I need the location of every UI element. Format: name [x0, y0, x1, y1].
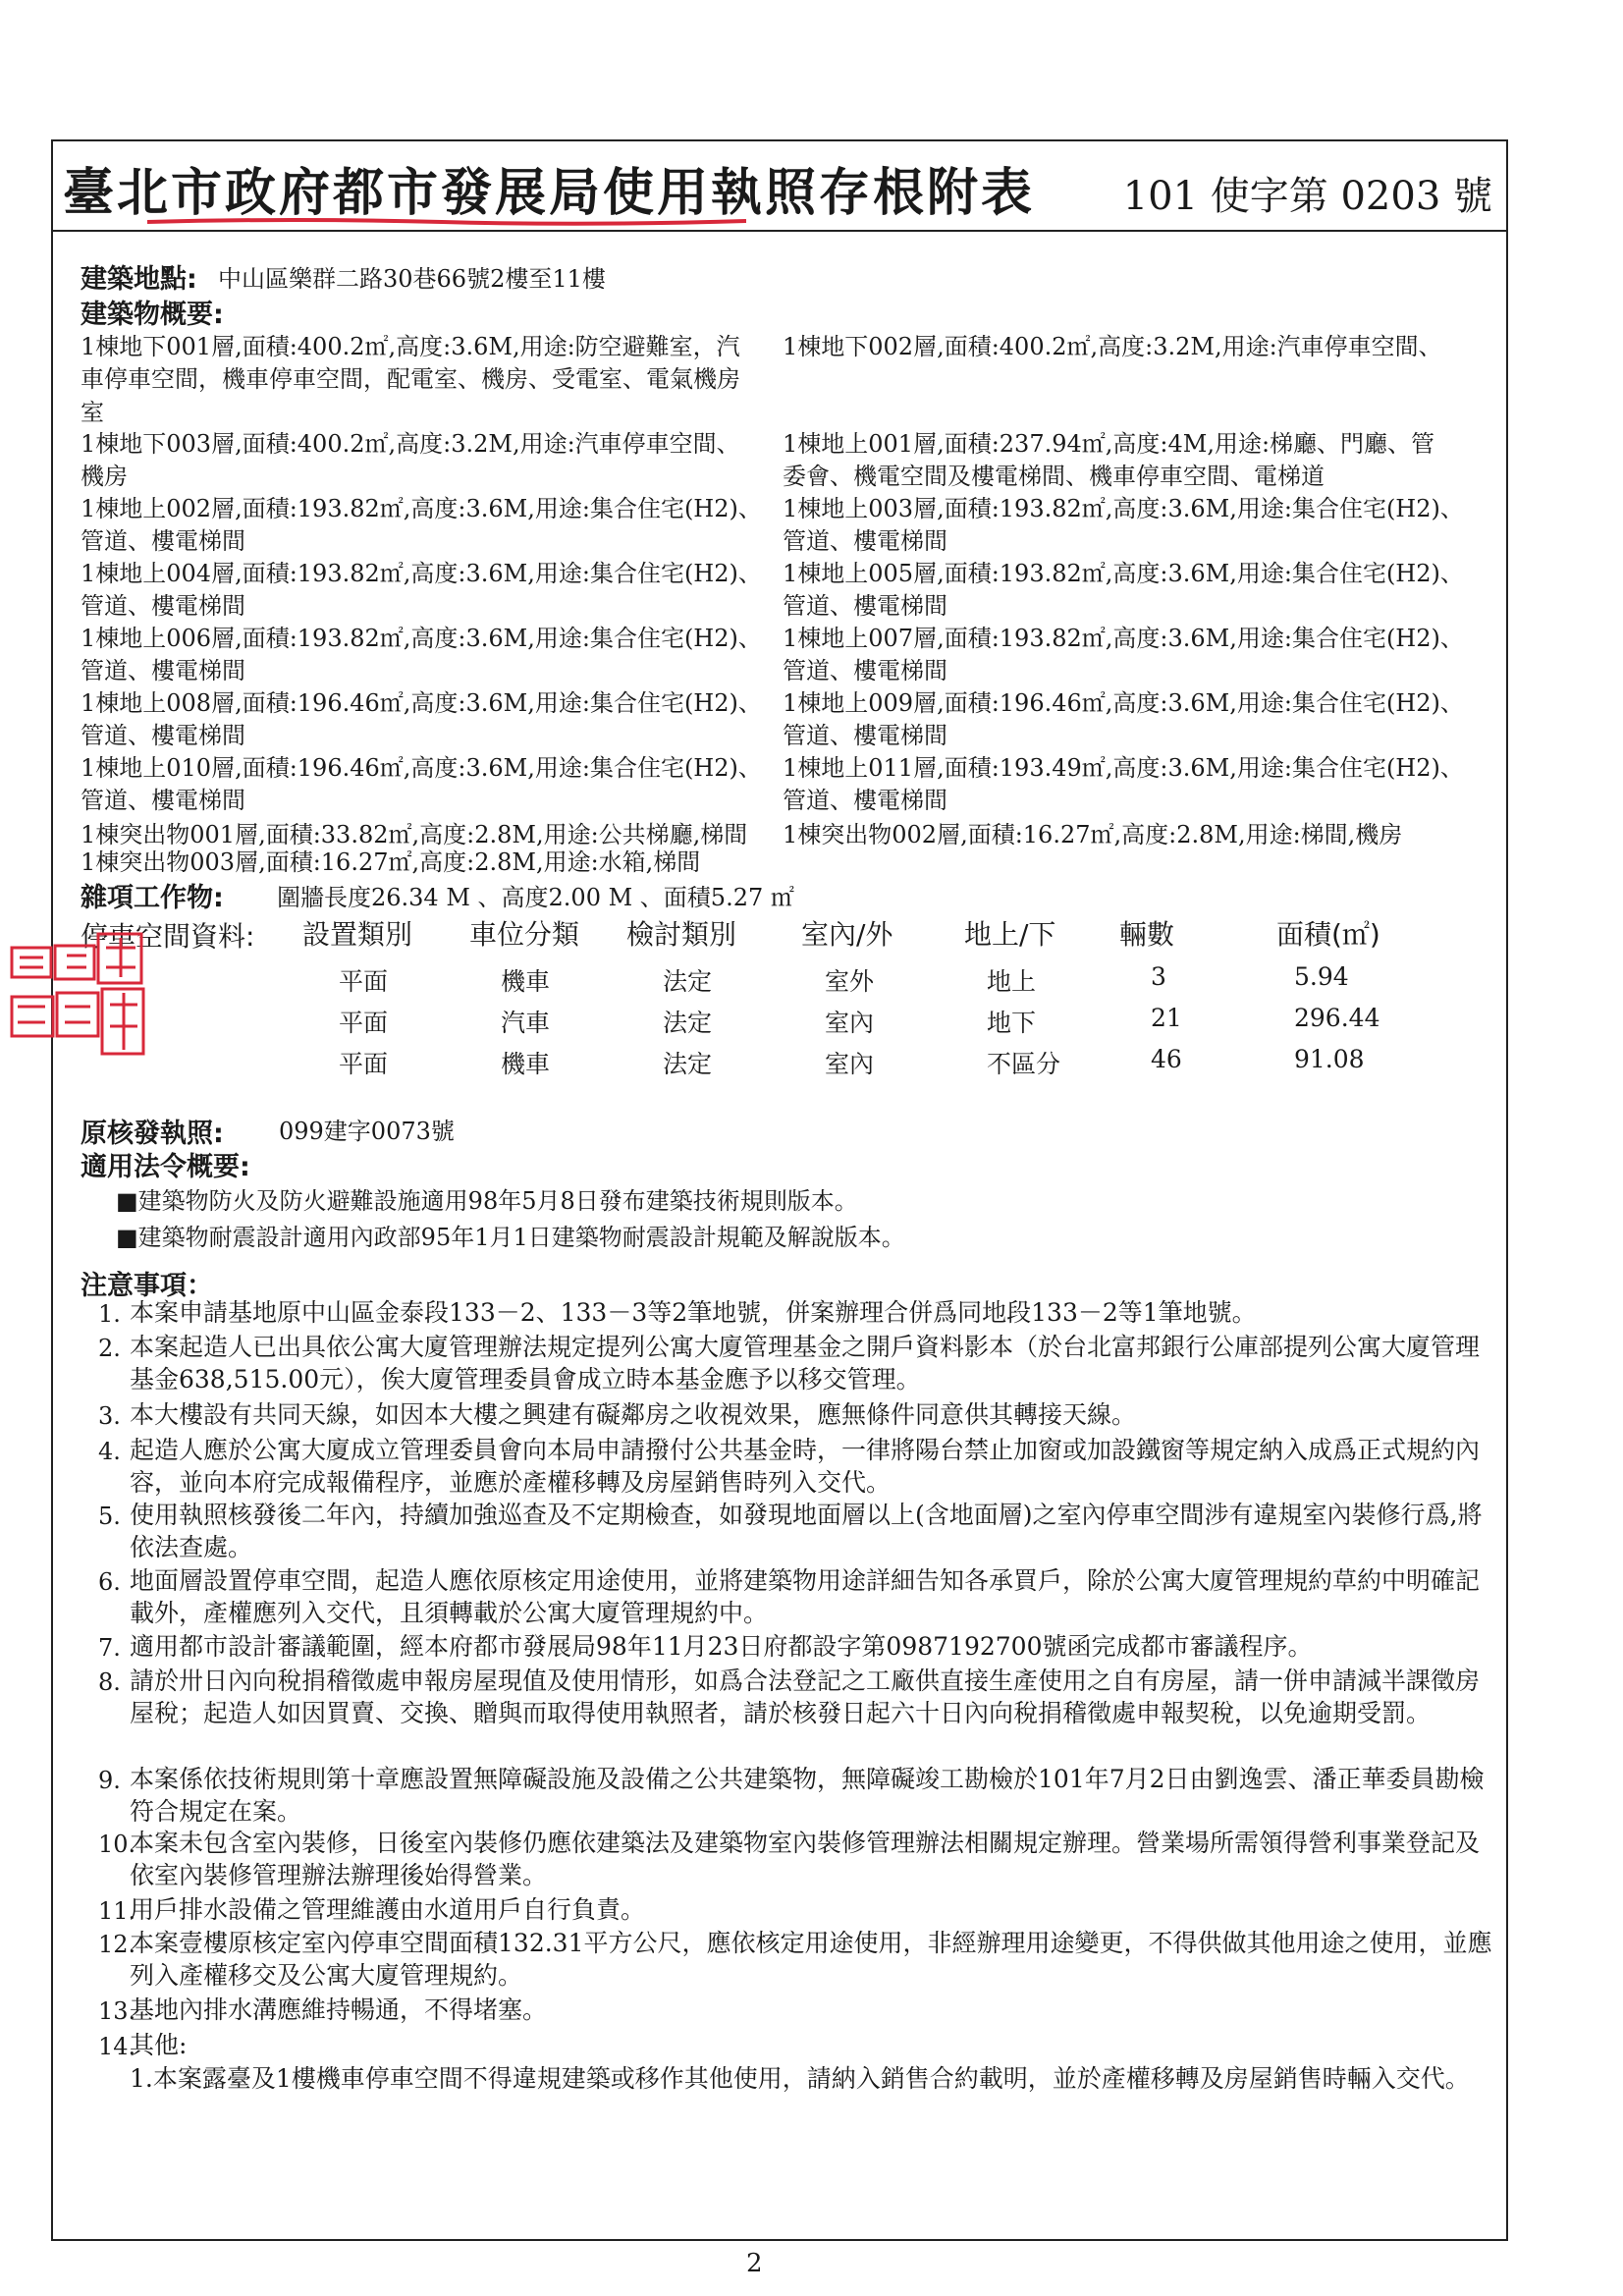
site-label: 建築地點:: [81, 264, 197, 295]
note-number: 14.: [98, 2033, 136, 2060]
building-line-left: 機房: [81, 463, 128, 490]
parking-cell: 法定: [663, 1050, 713, 1078]
regulation-item: ■建築物耐震設計適用內政部95年1月1日建築物耐震設計規範及解說版本。: [116, 1224, 905, 1251]
note-text: 起造人應於公寓大廈成立管理委員會向本局申請撥付公共基金時，一律將陽台禁止加窗或加設鐵窗等規定納入成爲正式規約內容，並向本府完成報備程序，並應於產權移轉及房屋銷售時列入交代。: [130, 1436, 1481, 1497]
parking-cell: 機車: [501, 1050, 551, 1078]
parking-header: 地上/下: [964, 918, 1056, 951]
note-number: 12.: [98, 1931, 136, 1958]
parking-header: 設置類別: [302, 918, 413, 951]
note-text: 使用執照核發後二年內，持續加強巡查及不定期檢查，如發現地面層以上(含地面層)之室內停車空間涉有違規室內裝修行爲,將依法查處。: [130, 1501, 1483, 1561]
note-number: 4.: [98, 1438, 121, 1465]
note-text: 本案未包含室內裝修，日後室內裝修仍應依建築法及建築物室內裝修管理辦法相關規定辦理。營業場所需領得營利事業登記及依室內裝修管理辦法辦理後始得營業。: [130, 1829, 1481, 1889]
misc-work-value: 圍牆長度26.34 M 、高度2.00 M 、面積5.27 ㎡: [277, 884, 794, 911]
site-value: 中山區樂群二路30巷66號2樓至11樓: [218, 265, 606, 293]
building-line-right: 1棟突出物002層,面積:16.27㎡,高度:2.8M,用途:梯間,機房: [783, 821, 1403, 848]
regulation-item: ■建築物防火及防火避難設施適用98年5月8日發布建築技術規則版本。: [116, 1187, 858, 1215]
building-line-right: 管道、樓電梯間: [783, 787, 947, 814]
note-number: 9.: [98, 1767, 121, 1794]
building-line-right: 委會、機電空間及樓電梯間、機車停車空間、電梯道: [783, 463, 1325, 490]
note-text: 本案起造人已出具依公寓大廈管理辦法規定提列公寓大廈管理基金之開戶資料影本（於台北富邦銀行公庫部提列公寓大廈管理基金638,515.00元），俟大廈管理委員會成立時本基金應予以移交管理。: [130, 1333, 1481, 1394]
permit-number: 101 使字第 0203 號: [1122, 174, 1492, 219]
building-line-right: 1棟地下002層,面積:400.2㎡,高度:3.2M,用途:汽車停車空間、: [783, 333, 1442, 360]
note-sub-item: 1.本案露臺及1樓機車停車空間不得違規建築或移作其他使用，請納入銷售合約載明，並於產權移轉及房屋銷售時輛入交代。: [130, 2064, 1470, 2093]
parking-cell: 室內: [825, 1050, 875, 1078]
building-line-right: 1棟地上005層,面積:193.82㎡,高度:3.6M,用途:集合住宅(H2)、: [783, 560, 1464, 587]
parking-cell: 不區分: [987, 1050, 1061, 1078]
title-bar: [53, 141, 1506, 232]
note-number: 13.: [98, 1997, 136, 2025]
building-line-left: 車停車空間，機車停車空間，配電室、機房、受電室、電氣機房: [81, 365, 740, 393]
parking-cell: 法定: [663, 967, 713, 996]
building-line-right: 1棟地上003層,面積:193.82㎡,高度:3.6M,用途:集合住宅(H2)、: [783, 495, 1464, 522]
parking-header: 面積(㎡): [1276, 918, 1380, 951]
parking-cell: 汽車: [501, 1009, 551, 1037]
building-line-left: 1棟地上004層,面積:193.82㎡,高度:3.6M,用途:集合住宅(H2)、: [81, 560, 762, 587]
parking-cell: 5.94: [1294, 962, 1349, 991]
building-line-right: 管道、樓電梯間: [783, 527, 947, 555]
red-underline-mark: [147, 216, 746, 226]
building-summary-label: 建築物概要:: [81, 300, 224, 330]
note-number: 6.: [98, 1568, 121, 1596]
building-line-left: 管道、樓電梯間: [81, 527, 245, 555]
building-line-left: 室: [81, 399, 104, 426]
parking-cell: 室內: [825, 1009, 875, 1037]
building-line-right: 管道、樓電梯間: [783, 657, 947, 684]
parking-cell: 3: [1151, 962, 1166, 991]
parking-cell: 平面: [339, 1050, 389, 1078]
parking-header: 室內/外: [801, 918, 893, 951]
building-line-left: 1棟地上008層,面積:196.46㎡,高度:3.6M,用途:集合住宅(H2)、: [81, 689, 762, 717]
red-seal-stamp: [8, 928, 147, 1061]
note-text: 本案申請基地原中山區金泰段133－2、133－3等2筆地號，併案辦理合併爲同地段133－2等1筆地號。: [130, 1298, 1257, 1327]
parking-cell: 法定: [663, 1009, 713, 1037]
note-text: 本案係依技術規則第十章應設置無障礙設施及設備之公共建築物，無障礙竣工勘檢於101年7月2日由劉逸雲、潘正華委員勘檢符合規定在案。: [130, 1765, 1485, 1826]
building-line-right: 1棟地上009層,面積:196.46㎡,高度:3.6M,用途:集合住宅(H2)、: [783, 689, 1464, 717]
parking-cell: 地上: [987, 967, 1037, 996]
note-text: 地面層設置停車空間，起造人應依原核定用途使用，並將建築物用途詳細告知各承買戶，除於公寓大廈管理規約草約中明確記載外，產權應列入交代，且須轉載於公寓大廈管理規約中。: [130, 1566, 1481, 1627]
parking-cell: 296.44: [1294, 1004, 1380, 1032]
misc-work-label: 雜項工作物:: [81, 883, 224, 913]
building-line-left: 1棟突出物001層,面積:33.82㎡,高度:2.8M,用途:公共梯廳,梯間: [81, 821, 748, 848]
parking-cell: 室外: [825, 967, 875, 996]
original-permit-label: 原核發執照:: [81, 1119, 224, 1149]
building-line-right: 管道、樓電梯間: [783, 722, 947, 749]
note-number: 10.: [98, 1831, 136, 1858]
note-text: 基地內排水溝應維持暢通，不得堵塞。: [130, 1995, 548, 2024]
note-text: 本大樓設有共同天線，如因本大樓之興建有礙鄰房之收視效果，應無條件同意供其轉接天線。: [130, 1400, 1137, 1429]
parking-header: 檢討類別: [626, 918, 737, 951]
parking-header: 輛數: [1119, 918, 1175, 951]
building-line-left: 管道、樓電梯間: [81, 787, 245, 814]
regulations-label: 適用法令概要:: [81, 1152, 250, 1182]
parking-cell: 46: [1151, 1045, 1182, 1073]
note-text: 請於卅日內向稅捐稽徵處申報房屋現值及使用情形，如爲合法登記之工廠供直接生產使用之自有房屋，請一併申請減半課徵房屋稅；起造人如因買賣、交換、贈與而取得使用執照者，請於核發日起六十日內向稅捐稽徵處申報契稅，以免逾期受罰。: [130, 1667, 1481, 1727]
building-line-left: 1棟地上006層,面積:193.82㎡,高度:3.6M,用途:集合住宅(H2)、: [81, 625, 762, 652]
building-line-left: 1棟地下001層,面積:400.2㎡,高度:3.6M,用途:防空避難室，汽: [81, 333, 740, 360]
original-permit-value: 099建字0073號: [279, 1118, 455, 1145]
note-number: 11.: [98, 1897, 136, 1925]
parking-header: 車位分類: [469, 918, 580, 951]
parking-cell: 平面: [339, 967, 389, 996]
building-line-left: 1棟地上010層,面積:196.46㎡,高度:3.6M,用途:集合住宅(H2)、: [81, 754, 762, 782]
building-line-left: 1棟突出物003層,面積:16.27㎡,高度:2.8M,用途:水箱,梯間: [81, 848, 701, 876]
building-line-right: 1棟地上011層,面積:193.49㎡,高度:3.6M,用途:集合住宅(H2)、: [783, 754, 1464, 782]
document-title: 臺北市政府都市發展局使用執照存根附表: [63, 163, 1036, 223]
parking-cell: 21: [1151, 1004, 1182, 1032]
note-text: 用戶排水設備之管理維護由水道用戶自行負責。: [130, 1895, 646, 1924]
building-line-right: 1棟地上007層,面積:193.82㎡,高度:3.6M,用途:集合住宅(H2)、: [783, 625, 1464, 652]
building-line-left: 1棟地下003層,面積:400.2㎡,高度:3.2M,用途:汽車停車空間、: [81, 430, 740, 458]
parking-cell: 平面: [339, 1009, 389, 1037]
notes-label: 注意事項：: [81, 1271, 213, 1301]
note-number: 7.: [98, 1634, 121, 1662]
building-line-left: 管道、樓電梯間: [81, 657, 245, 684]
building-line-right: 管道、樓電梯間: [783, 592, 947, 620]
note-text: 本案壹樓原核定室內停車空間面積132.31平方公尺，應依核定用途使用，非經辦理用途變更，不得供做其他用途之使用，並應列入產權移交及公寓大廈管理規約。: [130, 1929, 1492, 1990]
note-text: 適用都市設計審議範圍，經本府都市發展局98年11月23日府都設字第0987192700號函完成都市審議程序。: [130, 1632, 1313, 1661]
note-number: 8.: [98, 1668, 121, 1696]
building-line-left: 管道、樓電梯間: [81, 592, 245, 620]
parking-label: 停車空間資料:: [81, 920, 255, 953]
note-number: 1.: [98, 1300, 121, 1328]
note-number: 3.: [98, 1402, 121, 1430]
parking-cell: 機車: [501, 967, 551, 996]
building-line-left: 1棟地上002層,面積:193.82㎡,高度:3.6M,用途:集合住宅(H2)、: [81, 495, 762, 522]
page-number: 2: [746, 2249, 763, 2278]
note-number: 2.: [98, 1335, 121, 1362]
parking-cell: 91.08: [1294, 1045, 1365, 1073]
note-number: 5.: [98, 1503, 121, 1530]
building-line-left: 管道、樓電梯間: [81, 722, 245, 749]
note-text: 其他:: [130, 2031, 188, 2059]
parking-cell: 地下: [987, 1009, 1037, 1037]
building-line-right: 1棟地上001層,面積:237.94㎡,高度:4M,用途:梯廳、門廳、管: [783, 430, 1435, 458]
